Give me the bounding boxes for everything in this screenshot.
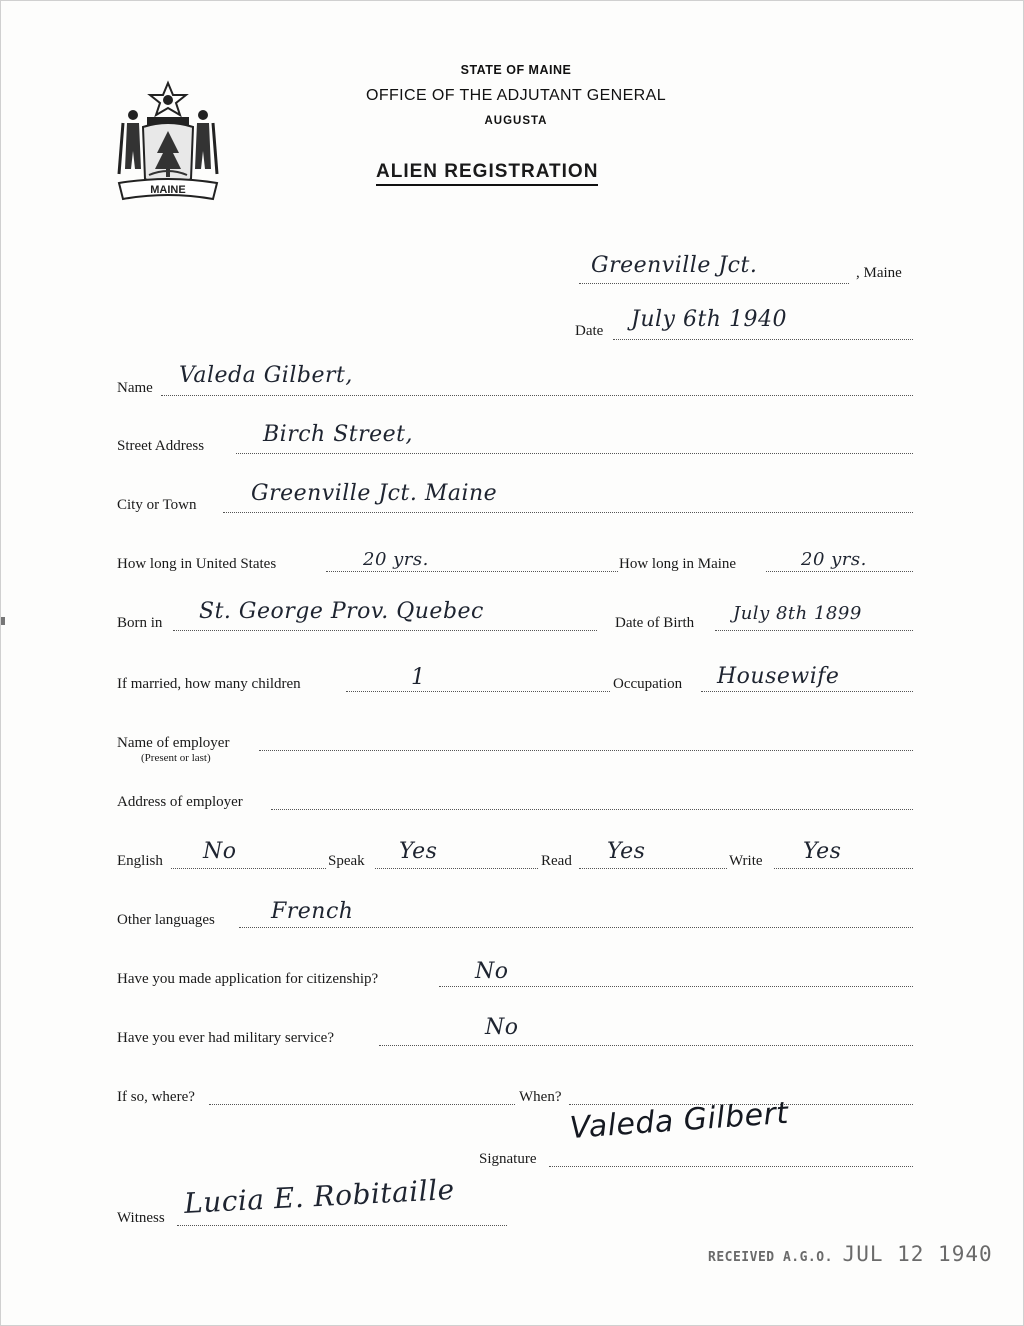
name-value[interactable]: Valeda Gilbert, xyxy=(179,363,353,388)
citizenship-line xyxy=(439,986,913,987)
children-label: If married, how many children xyxy=(117,676,301,692)
other-languages-value[interactable]: French xyxy=(271,899,354,924)
maine-time-line xyxy=(766,571,913,572)
city-town-label: City or Town xyxy=(117,497,197,513)
speak-line xyxy=(375,868,538,869)
witness-label: Witness xyxy=(117,1210,165,1226)
english-label: English xyxy=(117,853,163,869)
date-line xyxy=(613,339,913,340)
us-time-value[interactable]: 20 yrs. xyxy=(363,549,429,570)
read-value[interactable]: Yes xyxy=(607,839,646,864)
occupation-label: Occupation xyxy=(613,676,683,692)
english-value[interactable]: No xyxy=(203,839,237,864)
military-label: Have you ever had military service? xyxy=(117,1030,334,1046)
children-value[interactable]: 1 xyxy=(411,665,426,690)
signature-line xyxy=(549,1166,913,1167)
read-line xyxy=(579,868,727,869)
speak-value[interactable]: Yes xyxy=(399,839,438,864)
employer-label: Name of employer xyxy=(117,735,230,751)
employer-note: (Present or last) xyxy=(141,752,211,764)
name-label: Name xyxy=(117,380,153,396)
dob-value[interactable]: July 8th 1899 xyxy=(733,603,862,624)
born-line xyxy=(173,630,597,631)
name-line xyxy=(161,395,913,396)
city-heading: AUGUSTA xyxy=(484,115,548,127)
witness-value[interactable]: Lucia E. Robitaille xyxy=(183,1172,456,1220)
place-suffix: , Maine xyxy=(856,265,902,281)
speak-label: Speak xyxy=(328,853,365,869)
state-heading: STATE OF MAINE xyxy=(460,63,572,77)
employer-line[interactable] xyxy=(259,750,913,751)
born-label: Born in xyxy=(117,615,163,631)
when-label: When? xyxy=(519,1089,562,1105)
office-heading: OFFICE OF THE ADJUTANT GENERAL xyxy=(365,87,667,104)
received-stamp-label: RECEIVED A.G.O. xyxy=(708,1250,833,1265)
seal-label: MAINE xyxy=(150,184,186,196)
where-line[interactable] xyxy=(209,1104,515,1105)
write-value[interactable]: Yes xyxy=(803,839,842,864)
us-time-line xyxy=(326,571,618,572)
children-line xyxy=(346,691,610,692)
dob-line xyxy=(715,630,913,631)
received-stamp-date: JUL 12 1940 xyxy=(842,1242,993,1266)
write-label: Write xyxy=(729,853,763,869)
employer-address-line[interactable] xyxy=(271,809,913,810)
state-seal-icon xyxy=(113,79,223,205)
street-value[interactable]: Birch Street, xyxy=(263,422,414,447)
military-value[interactable]: No xyxy=(485,1015,519,1040)
date-label: Date xyxy=(575,323,604,339)
other-languages-label: Other languages xyxy=(117,912,215,928)
where-label: If so, where? xyxy=(117,1089,195,1105)
received-stamp xyxy=(708,1242,993,1266)
citizenship-label: Have you made application for citizenship? xyxy=(117,971,379,987)
street-line xyxy=(236,453,913,454)
read-label: Read xyxy=(541,853,572,869)
signature-label: Signature xyxy=(479,1151,537,1167)
citizenship-value[interactable]: No xyxy=(475,959,509,984)
signature-value[interactable]: Valeda Gilbert xyxy=(568,1095,790,1146)
occupation-value[interactable]: Housewife xyxy=(717,664,840,689)
write-line xyxy=(774,868,913,869)
dob-label: Date of Birth xyxy=(615,615,695,631)
city-town-value[interactable]: Greenville Jct. Maine xyxy=(251,481,498,506)
us-time-label: How long in United States xyxy=(117,556,277,572)
street-label: Street Address xyxy=(117,438,205,454)
maine-time-value[interactable]: 20 yrs. xyxy=(801,549,867,570)
witness-line xyxy=(177,1225,507,1226)
city-town-line xyxy=(223,512,913,513)
employer-address-label: Address of employer xyxy=(117,794,243,810)
edge-mark xyxy=(1,617,5,625)
occupation-line xyxy=(701,691,913,692)
place-line xyxy=(579,283,849,284)
other-languages-line xyxy=(239,927,913,928)
date-value[interactable]: July 6th 1940 xyxy=(631,307,787,332)
english-line xyxy=(171,868,326,869)
maine-time-label: How long in Maine xyxy=(619,556,737,572)
place-value[interactable]: Greenville Jct. xyxy=(591,253,758,278)
form-title: ALIEN REGISTRATION xyxy=(376,161,598,186)
born-value[interactable]: St. George Prov. Quebec xyxy=(199,599,484,624)
military-line xyxy=(379,1045,913,1046)
